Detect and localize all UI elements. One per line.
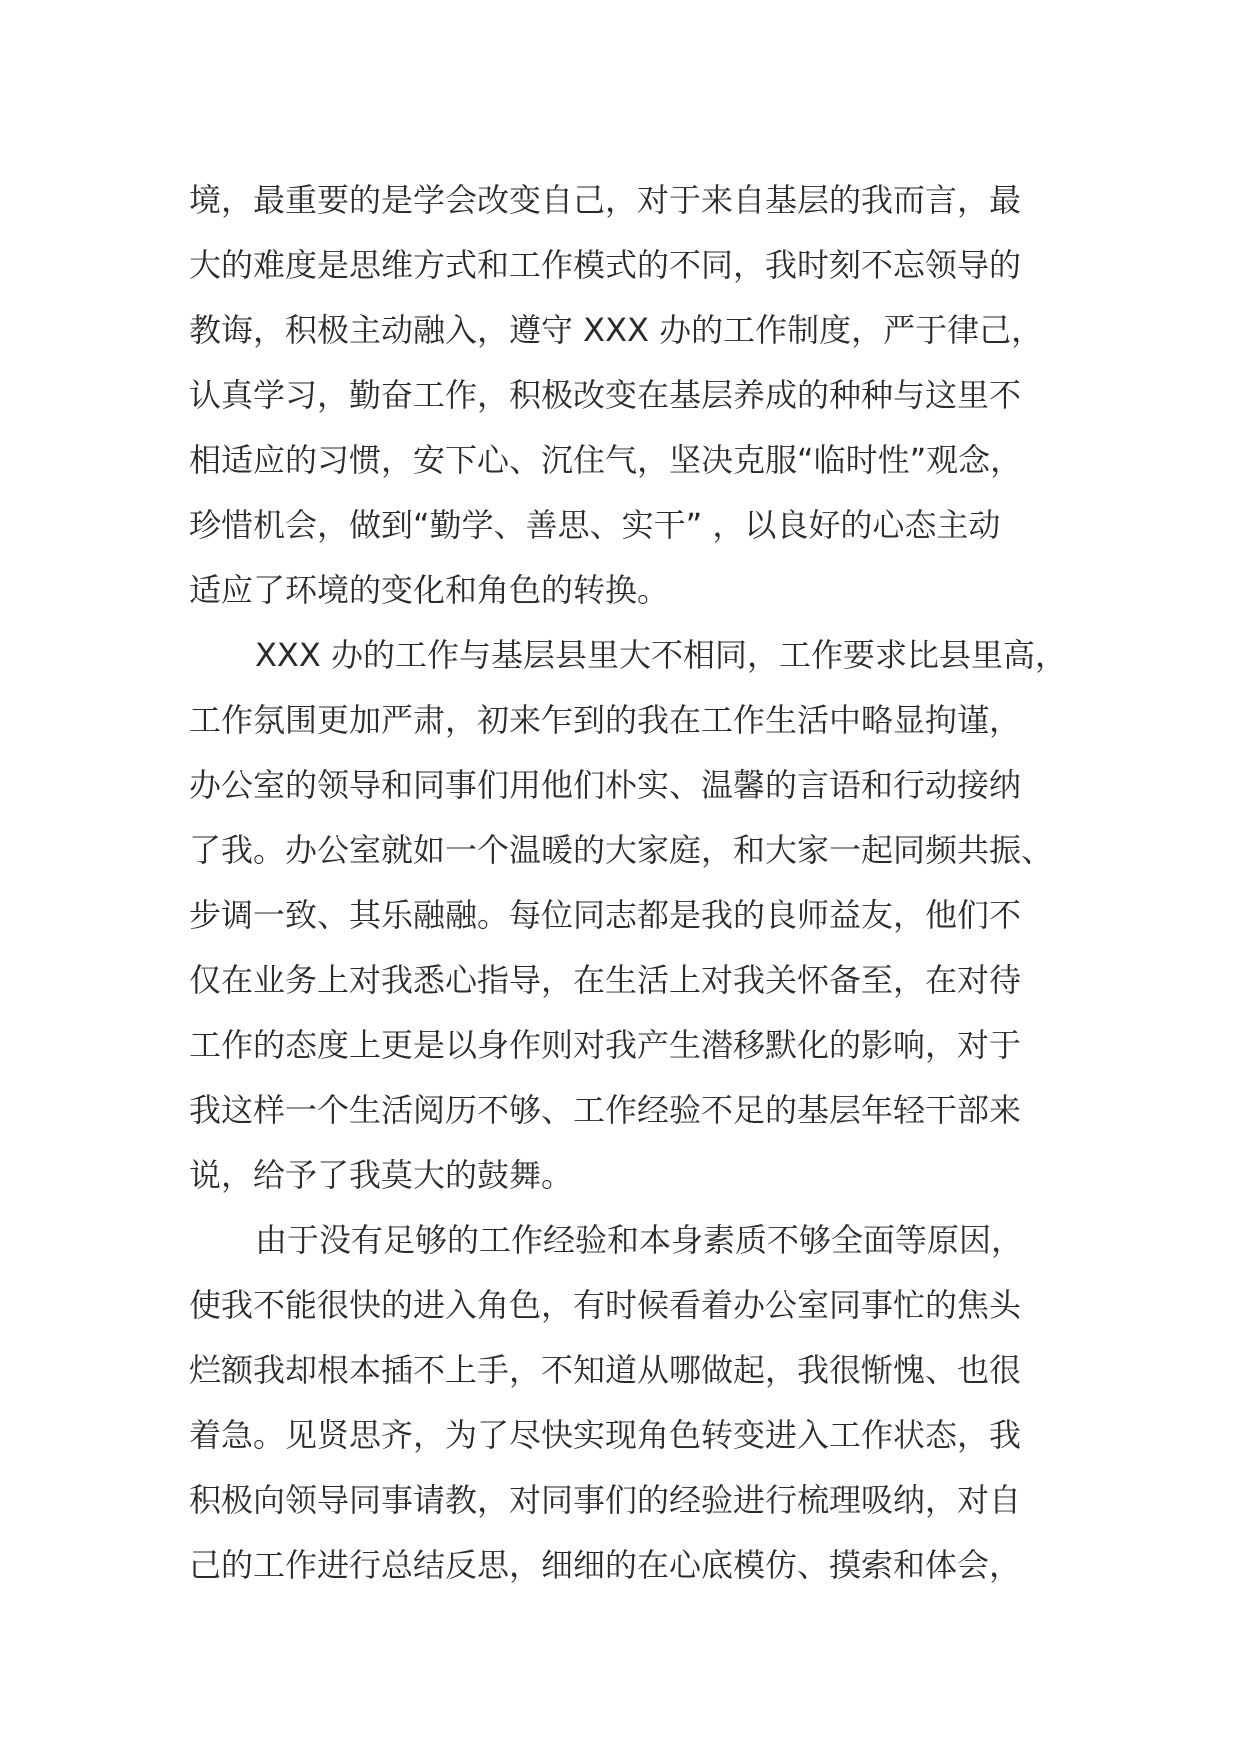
text-line: 珍惜机会，做到“勤学、善思、实干” ，以良好的心态主动 <box>189 506 1001 544</box>
text-line: 了我。办公室就如一个温暖的大家庭，和大家一起同频共振、 <box>189 831 1054 869</box>
text-line: 相适应的习惯，安下心、沉住气，坚决克服“临时性”观念， <box>189 441 1023 479</box>
text-line: 适应了环境的变化和角色的转换。 <box>189 571 670 609</box>
text-line: 教诲，积极主动融入，遵守 XXX 办的工作制度，严于律己， <box>189 311 1044 349</box>
body-text <box>189 168 1089 1598</box>
text-line: 着急。见贤思齐，为了尽快实现角色转变进入工作状态，我 <box>189 1416 1022 1454</box>
text-line: 使我不能很快的进入角色，有时候看着办公室同事忙的焦头 <box>189 1286 1022 1324</box>
text-line: 仅在业务上对我悉心指导，在生活上对我关怀备至，在对待 <box>189 961 1022 999</box>
text-line: 境，最重要的是学会改变自己，对于来自基层的我而言，最 <box>189 181 1022 219</box>
text-line: 说，给予了我莫大的鼓舞。 <box>189 1156 574 1194</box>
text-line: 工作氛围更加严肃，初来乍到的我在工作生活中略显拘谨， <box>189 701 1022 739</box>
text-line: 认真学习，勤奋工作，积极改变在基层养成的种种与这里不 <box>189 376 1022 414</box>
text-line: 积极向领导同事请教，对同事们的经验进行梳理吸纳，对自 <box>189 1481 1022 1519</box>
text-line: 己的工作进行总结反思，细细的在心底模仿、摸索和体会， <box>189 1546 1022 1584</box>
text-line: 工作的态度上更是以身作则对我产生潜移默化的影响，对于 <box>189 1026 1022 1064</box>
paragraph-first-line: 由于没有足够的工作经验和本身素质不够全面等原因， <box>255 1221 1024 1259</box>
text-line: 烂额我却根本插不上手，不知道从哪做起，我很惭愧、也很 <box>189 1351 1022 1389</box>
text-line: 大的难度是思维方式和工作模式的不同，我时刻不忘领导的 <box>189 246 1022 284</box>
paragraph-first-line: XXX 办的工作与基层县里大不相同，工作要求比县里高， <box>255 636 1067 674</box>
text-line: 步调一致、其乐融融。每位同志都是我的良师益友，他们不 <box>189 896 1022 934</box>
text-line: 办公室的领导和同事们用他们朴实、温馨的言语和行动接纳 <box>189 766 1022 804</box>
text-line: 我这样一个生活阅历不够、工作经验不足的基层年轻干部来 <box>189 1091 1022 1129</box>
